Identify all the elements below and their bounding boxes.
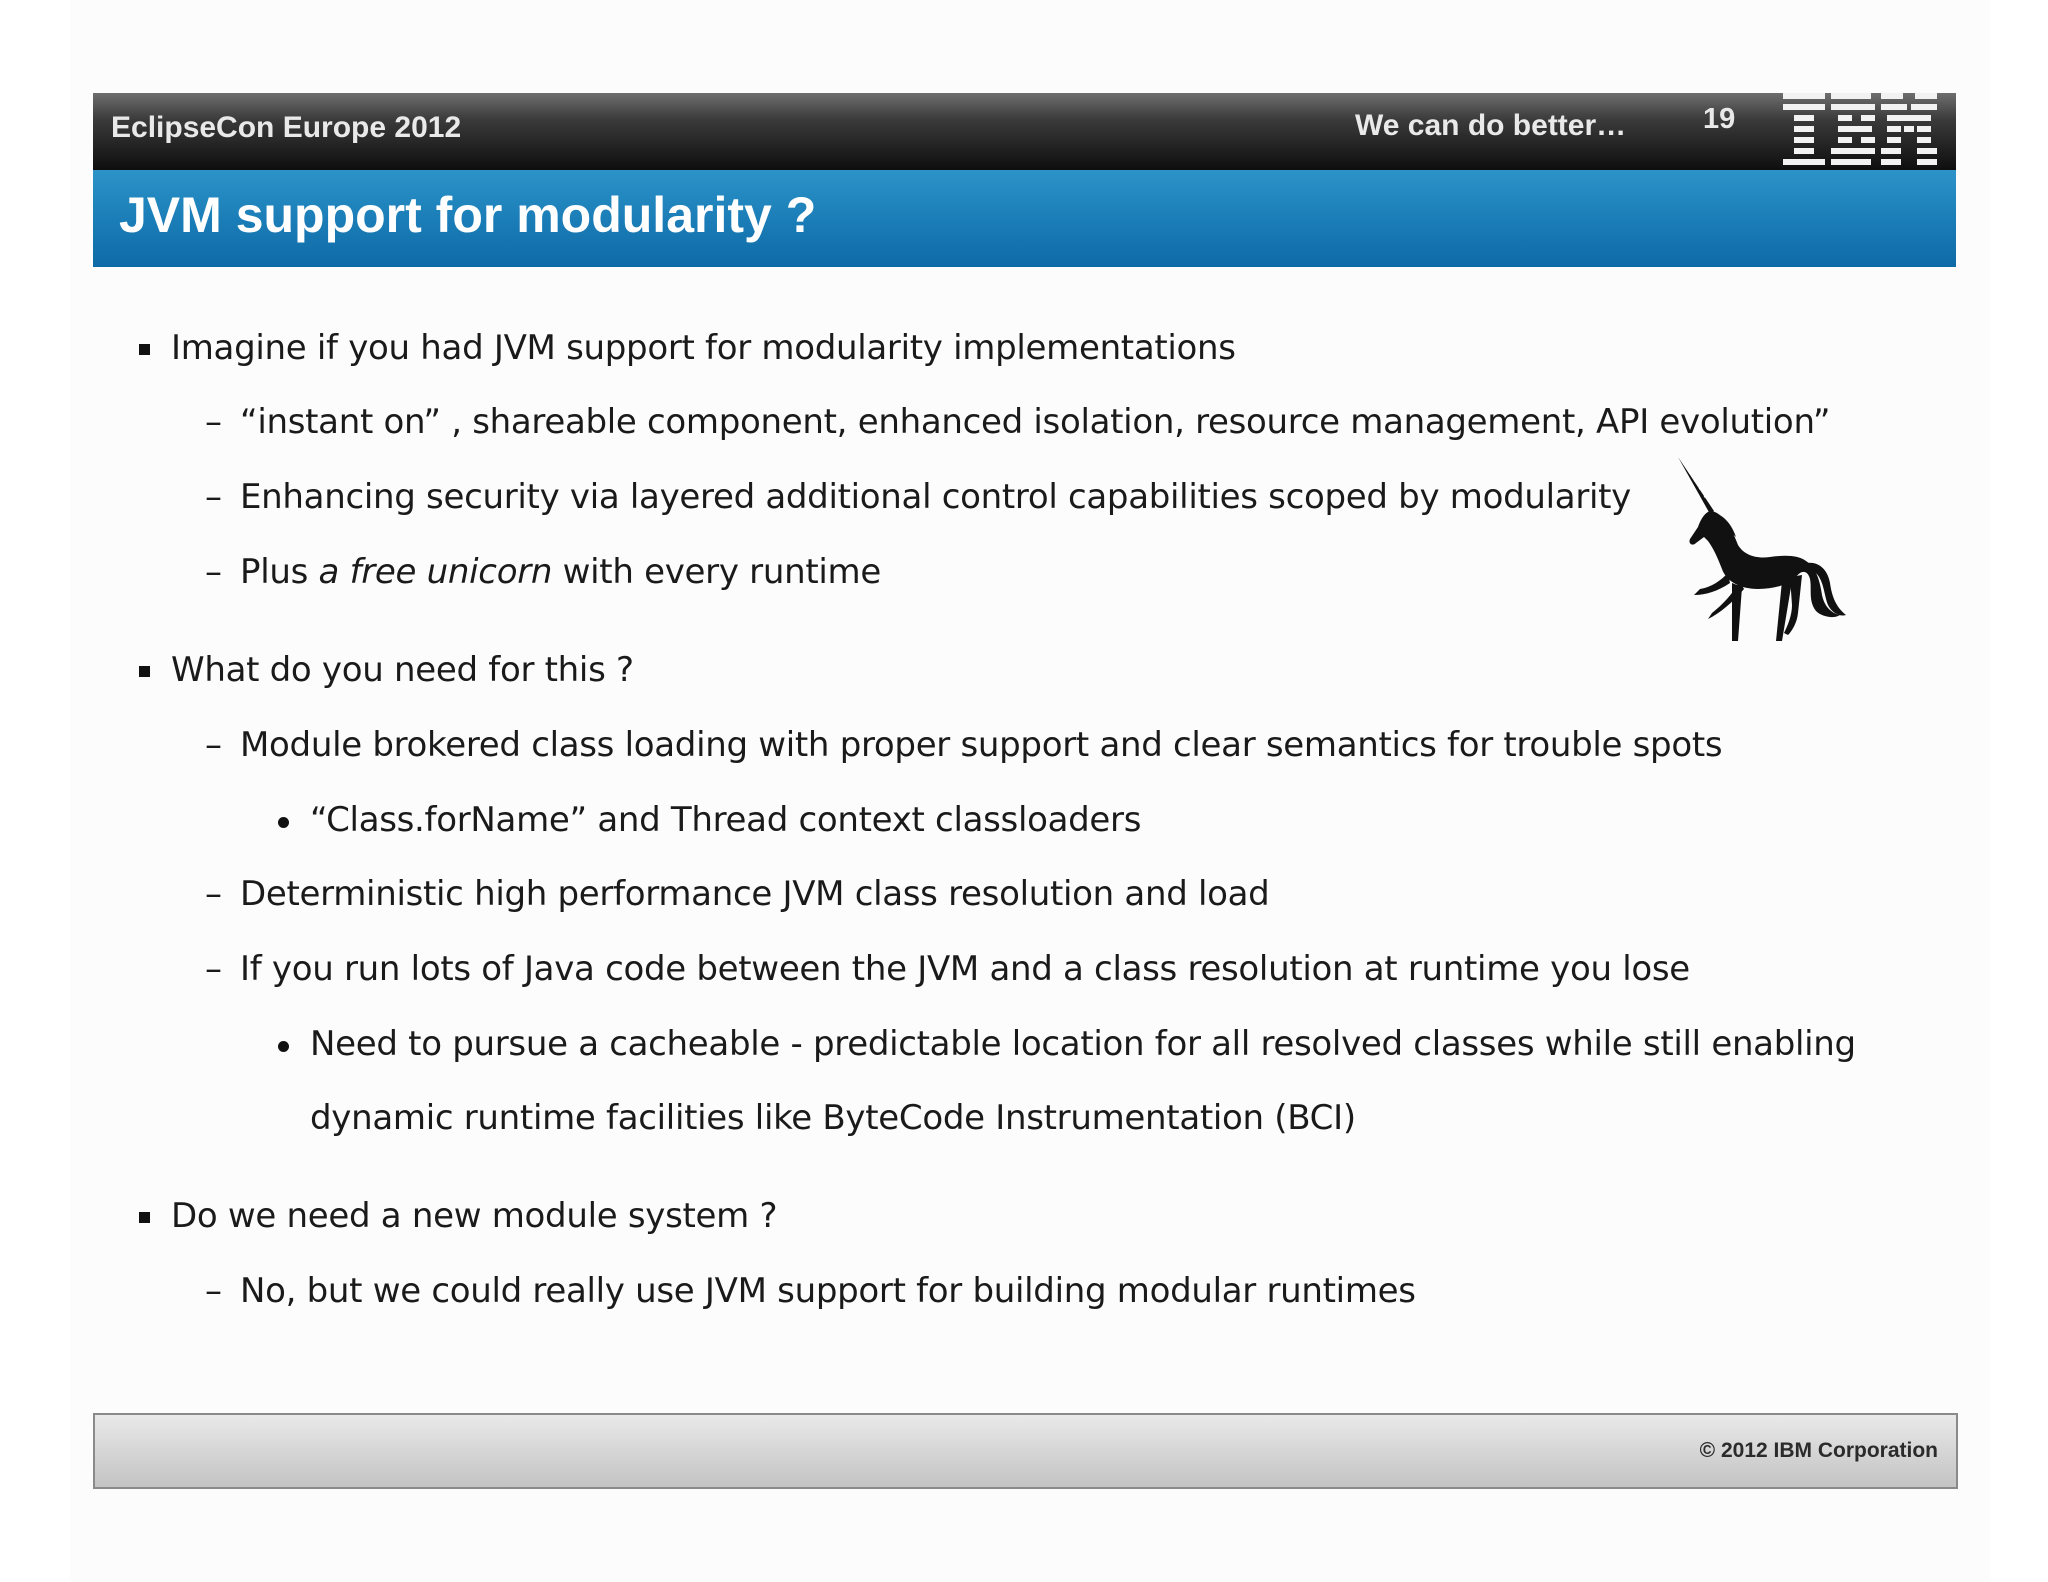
- bullet-3: Do we need a new module system ?: [171, 1196, 778, 1236]
- bullet-2-sub-1-detail: “Class.forName” and Thread context classloaders: [310, 800, 1142, 840]
- bullet-1-sub-3: [240, 552, 881, 592]
- round-bullet-icon: [278, 1041, 289, 1052]
- square-bullet-icon: [139, 1212, 150, 1223]
- bullet-2-sub-3: If you run lots of Java code between the JVM and a class resolution at runtime you lose: [240, 949, 1690, 989]
- copyright-text: © 2012 IBM Corporation: [1699, 1439, 1938, 1462]
- round-bullet-icon: [278, 817, 289, 828]
- dash-icon: –: [205, 1271, 222, 1311]
- bullet-2-sub-2: Deterministic high performance JVM class resolution and load: [240, 874, 1270, 914]
- plus-text: Plus: [240, 552, 319, 592]
- dash-icon: –: [205, 552, 222, 592]
- square-bullet-icon: [139, 666, 150, 677]
- bullet-1-sub-1: “instant on” , shareable component, enhanced isolation, resource management, API evolution”: [240, 402, 1831, 442]
- unicorn-icon: [1670, 455, 1860, 645]
- top-header-bar: [93, 93, 1956, 170]
- dash-icon: –: [205, 402, 222, 442]
- conference-name: EclipseCon Europe 2012: [111, 111, 462, 144]
- ibm-logo: [1783, 93, 1939, 170]
- section-label: We can do better…: [1355, 109, 1627, 142]
- title-bar: [93, 170, 1956, 267]
- footer-bar: [93, 1413, 1958, 1489]
- with-runtime-text: with every runtime: [552, 552, 881, 592]
- slide-title: JVM support for modularity ?: [119, 187, 817, 243]
- bullet-2: What do you need for this ?: [171, 650, 634, 690]
- bullet-1-sub-2: Enhancing security via layered additional control capabilities scoped by modularity: [240, 477, 1631, 517]
- dash-icon: –: [205, 949, 222, 989]
- dash-icon: –: [205, 874, 222, 914]
- bullet-2-sub-3-detail-line-2: dynamic runtime facilities like ByteCode Instrumentation (BCI): [310, 1098, 1356, 1138]
- bullet-2-sub-3-detail-line-1: Need to pursue a cacheable - predictable location for all resolved classes while still enabling: [310, 1024, 1856, 1064]
- dash-icon: –: [205, 725, 222, 765]
- bullet-1: Imagine if you had JVM support for modularity implementations: [171, 328, 1236, 368]
- square-bullet-icon: [139, 344, 150, 355]
- bullet-2-sub-1: Module brokered class loading with proper support and clear semantics for trouble spots: [240, 725, 1723, 765]
- page-number: 19: [1703, 103, 1736, 135]
- bullet-3-sub-1: No, but we could really use JVM support for building modular runtimes: [240, 1271, 1416, 1311]
- dash-icon: –: [205, 477, 222, 517]
- free-unicorn-text: a free unicorn: [318, 552, 553, 592]
